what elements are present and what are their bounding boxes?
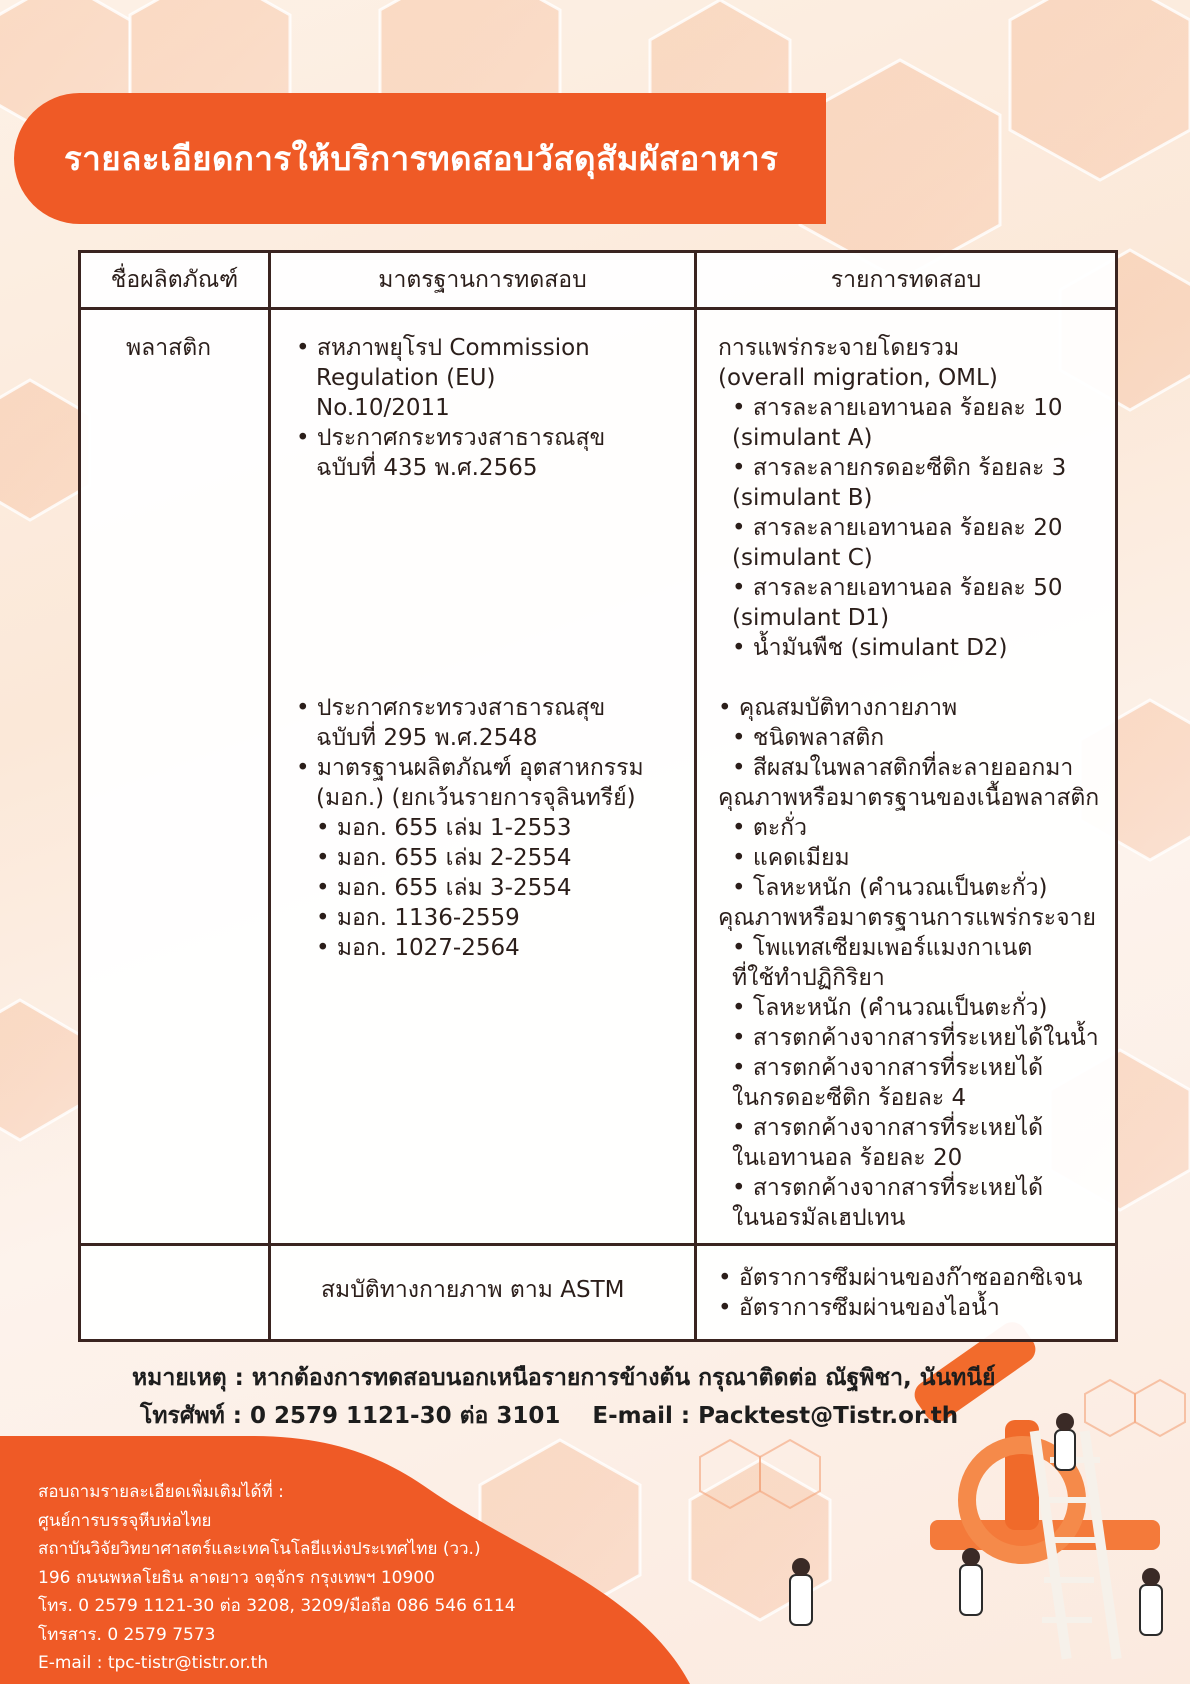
test-line: • น้ำมันพืช (simulant D2) xyxy=(732,635,1008,661)
standard-line: • สหภาพยุโรป Commission xyxy=(296,335,590,361)
header-product: ชื่อผลิตภัณฑ์ xyxy=(110,267,239,293)
standard-line: • มาตรฐานผลิตภัณฑ์ อุตสาหกรรม xyxy=(296,755,644,781)
standard-line: • มอก. 655 เล่ม 3-2554 xyxy=(316,875,572,901)
test-line: • โพแทสเซียมเพอร์แมงกาเนต xyxy=(732,935,1033,961)
test-line: • ตะกั่ว xyxy=(732,815,808,841)
test-line: ในกรดอะซีติก ร้อยละ 4 xyxy=(732,1085,967,1111)
test-line: (simulant D1) xyxy=(732,605,890,631)
test-line: (simulant A) xyxy=(732,425,873,451)
test-line: • อัตราการซึมผ่านของไอน้ำ xyxy=(718,1295,1000,1321)
test-line: • ชนิดพลาสติก xyxy=(732,725,885,751)
standard-line: • ประกาศกระทรวงสาธารณสุข xyxy=(296,425,606,451)
test-line: • อัตราการซึมผ่านของก๊าซออกซิเจน xyxy=(718,1265,1083,1291)
test-line: (simulant C) xyxy=(732,545,873,571)
column-divider xyxy=(268,253,271,1339)
test-line: • คุณสมบัติทางกายภาพ xyxy=(718,695,958,721)
standard-line: • มอก. 1136-2559 xyxy=(316,905,520,931)
contact-note: หมายเหตุ : หากต้องการทดสอบนอกเหนือรายการข้างต้น กรุณาติดต่อ ณัฐพิชา, นันทนีย์ xyxy=(132,1365,996,1391)
footer-line: 196 ถนนพหลโยธิน ลาดยาว จตุจักร กรุงเทพฯ 10900 xyxy=(38,1567,435,1588)
standard-astm: สมบัติทางกายภาพ ตาม ASTM xyxy=(321,1277,625,1303)
standard-line: Regulation (EU) xyxy=(316,365,496,391)
column-divider xyxy=(694,253,697,1339)
header-standard: มาตรฐานการทดสอบ xyxy=(378,267,587,293)
standard-line: ฉบับที่ 295 พ.ศ.2548 xyxy=(316,725,538,751)
footer-line: สอบถามรายละเอียดเพิ่มเติมได้ที่ : xyxy=(38,1482,284,1502)
test-line: • โลหะหนัก (คำนวณเป็นตะกั่ว) xyxy=(732,875,1048,901)
title-banner xyxy=(14,93,826,224)
header-tests: รายการทดสอบ xyxy=(830,267,982,293)
test-line: คุณภาพหรือมาตรฐานของเนื้อพลาสติก xyxy=(718,785,1100,811)
standards-list-2 xyxy=(296,693,644,963)
tests-list-2 xyxy=(718,693,1099,1233)
standard-line: • มอก. 1027-2564 xyxy=(316,935,520,961)
test-service-table xyxy=(78,250,1118,1342)
product-name: พลาสติก xyxy=(126,335,212,361)
test-line: • สารละลายเอทานอล ร้อยละ 50 xyxy=(732,575,1063,601)
standards-list-1 xyxy=(296,333,605,483)
test-line: • สารตกค้างจากสารที่ระเหยได้ xyxy=(732,1115,1044,1141)
test-line: • สารละลายเอทานอล ร้อยละ 10 xyxy=(732,395,1063,421)
standard-line: No.10/2011 xyxy=(316,395,450,421)
contact-phone-email: โทรศัพท์ : 0 2579 1121-30 ต่อ 3101 E-mail : Packtest@Tistr.or.th xyxy=(140,1403,959,1429)
footer-line: โทร. 0 2579 1121-30 ต่อ 3208, 3209/มือถือ 086 546 6114 xyxy=(38,1596,516,1616)
test-line: • สารตกค้างจากสารที่ระเหยได้ xyxy=(732,1175,1044,1201)
test-line: คุณภาพหรือมาตรฐานการแพร่กระจาย xyxy=(718,905,1097,931)
test-line: • สารตกค้างจากสารที่ระเหยได้ในน้ำ xyxy=(732,1025,1099,1051)
test-line: • แคดเมียม xyxy=(732,845,850,871)
footer-email[interactable]: E-mail : tpc-tistr@tistr.or.th xyxy=(38,1653,269,1673)
footer-line: สถาบันวิจัยวิทยาศาสตร์และเทคโนโลยีแห่งประเทศไทย (วว.) xyxy=(38,1539,481,1559)
test-line: ที่ใช้ทำปฏิกิริยา xyxy=(732,965,885,991)
table-header-row xyxy=(81,253,1115,310)
standard-line: • มอก. 655 เล่ม 1-2553 xyxy=(316,815,572,841)
standard-line: ฉบับที่ 435 พ.ศ.2565 xyxy=(316,455,538,481)
test-line: การแพร่กระจายโดยรวม xyxy=(718,335,960,361)
footer-line: โทรสาร. 0 2579 7573 xyxy=(38,1624,216,1645)
tests-list-1 xyxy=(718,333,1066,663)
test-line: ในนอรมัลเฮปเทน xyxy=(732,1205,906,1231)
standard-line: (มอก.) (ยกเว้นรายการจุลินทรีย์) xyxy=(316,785,636,811)
footer-contact-block xyxy=(38,1438,516,1678)
test-line: • โลหะหนัก (คำนวณเป็นตะกั่ว) xyxy=(732,995,1048,1021)
standard-line: • มอก. 655 เล่ม 2-2554 xyxy=(316,845,572,871)
row-divider xyxy=(81,1243,1115,1246)
test-line: • สีผสมในพลาสติกที่ละลายออกมา xyxy=(732,755,1074,781)
test-line: • สารตกค้างจากสารที่ระเหยได้ xyxy=(732,1055,1044,1081)
test-line: • สารละลายเอทานอล ร้อยละ 20 xyxy=(732,515,1063,541)
tests-list-3 xyxy=(718,1263,1082,1323)
test-line: (simulant B) xyxy=(732,485,873,511)
test-line: • สารละลายกรดอะซีติก ร้อยละ 3 xyxy=(732,455,1067,481)
test-line: (overall migration, OML) xyxy=(718,365,998,391)
footer-line: ศูนย์การบรรจุหีบห่อไทย xyxy=(38,1510,212,1531)
test-line: ในเอทานอล ร้อยละ 20 xyxy=(732,1145,963,1171)
standard-line: • ประกาศกระทรวงสาธารณสุข xyxy=(296,695,606,721)
page-title: รายละเอียดการให้บริการทดสอบวัสดุสัมผัสอาหาร xyxy=(64,139,779,178)
